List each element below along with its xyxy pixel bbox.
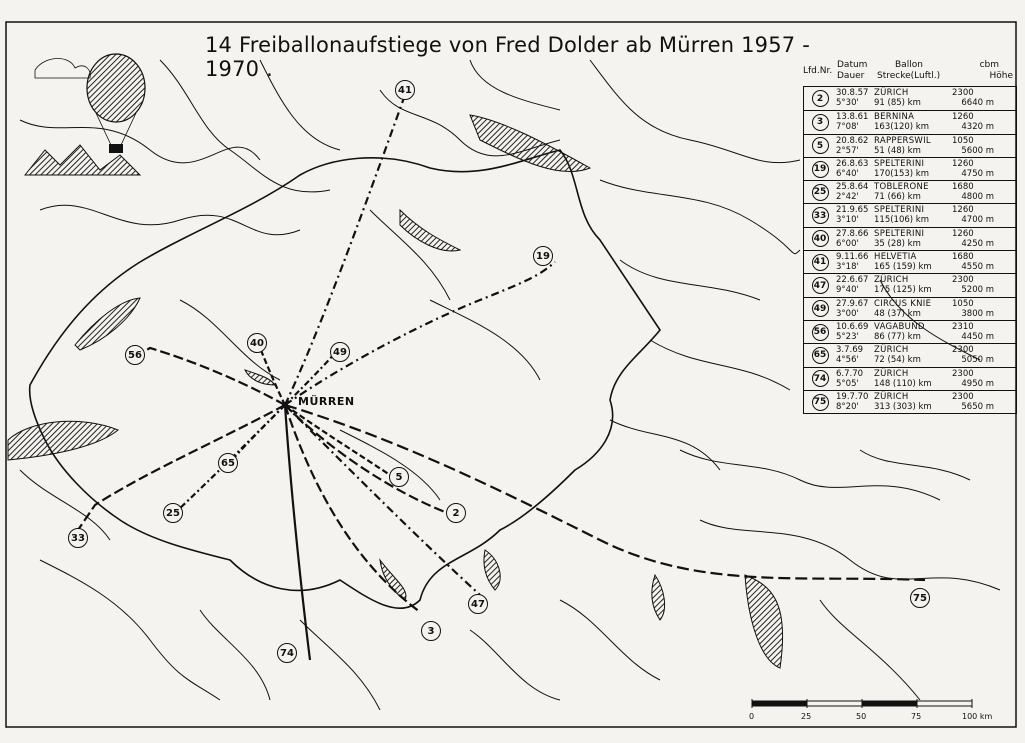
legend-row-duration: 5°30' (836, 98, 859, 108)
flight-path-74 (285, 405, 310, 660)
flight-marker-40: 40 (247, 333, 267, 353)
legend-row-distance: 91 (85) km (874, 98, 921, 108)
flight-marker-41: 41 (395, 80, 415, 100)
legend-row-distance: 148 (110) km (874, 378, 932, 389)
legend-row-date: 9.11.66 (836, 252, 869, 263)
legend-row-date: 30.8.57 (836, 88, 869, 98)
legend-row-distance: 163(120) km (874, 122, 929, 133)
flight-path-5 (285, 405, 390, 475)
legend-row-2 (804, 87, 1016, 110)
legend-row-date: 3.7.69 (836, 345, 864, 356)
legend-row-balloon: BERNINA (874, 112, 915, 123)
legend-row-number: 47 (812, 277, 829, 294)
flight-marker-3: 3 (421, 621, 441, 641)
origin-label: MÜRREN (298, 395, 355, 408)
legend-row-distance: 48 (37) km (874, 308, 921, 319)
legend-row-balloon: CIRCUS KNIE (874, 298, 932, 309)
legend-row-height: 6640 m (961, 98, 994, 108)
legend-row-date: 27.9.67 (836, 298, 869, 309)
legend-row-distance: 175 (125) km (874, 285, 932, 296)
legend-header-cbm: cbm (979, 60, 999, 70)
flight-marker-65: 65 (218, 453, 238, 473)
legend-row-duration: 6°00' (836, 238, 859, 249)
scale-label: 25 (801, 712, 812, 721)
legend-header-duration: Dauer (837, 71, 865, 81)
legend-row-25 (804, 180, 1016, 203)
legend-row-duration: 2°57' (836, 145, 859, 156)
legend-header-distance: Strecke(Luftl.) (877, 71, 941, 81)
legend-row-3 (804, 110, 1016, 133)
legend-row-balloon: ZÜRICH (874, 88, 909, 98)
flight-marker-25: 25 (163, 503, 183, 523)
legend-row-height: 4450 m (961, 331, 994, 342)
legend-row-date: 19.7.70 (836, 391, 869, 402)
legend-row-number: 65 (812, 347, 829, 364)
legend-row-cbm: 2300 (952, 275, 974, 286)
legend-header-date: Datum (837, 60, 868, 70)
legend-row-balloon: ZÜRICH (874, 275, 909, 286)
legend-row-duration: 2°42' (836, 192, 859, 203)
legend-header-balloon: Ballon (895, 60, 923, 70)
flight-marker-19: 19 (533, 246, 553, 266)
legend-row-balloon: ZÜRICH (874, 345, 909, 356)
legend-row-33 (804, 203, 1016, 226)
legend-row-number: 2 (812, 90, 829, 107)
country-border (30, 150, 660, 608)
legend-row-date: 13.8.61 (836, 112, 869, 123)
flight-marker-5: 5 (389, 467, 409, 487)
legend-row-47 (804, 273, 1016, 296)
scale-label: 0 (749, 712, 755, 721)
scale-label: 50 (856, 712, 867, 721)
legend-row-height: 4800 m (961, 192, 994, 203)
legend-row-cbm: 1260 (952, 228, 974, 239)
flight-marker-2: 2 (446, 503, 466, 523)
legend-row-date: 6.7.70 (836, 368, 864, 379)
legend-row-cbm: 2300 (952, 368, 974, 379)
legend-row-balloon: TOBLERONE (874, 182, 929, 193)
legend-row-date: 20.8.62 (836, 135, 869, 146)
legend-row-height: 5200 m (961, 285, 994, 296)
legend-row-height: 4950 m (961, 378, 994, 389)
legend-row-date: 26.8.63 (836, 158, 869, 169)
legend-row-cbm: 2310 (952, 321, 974, 332)
legend-row-cbm: 1260 (952, 205, 974, 216)
legend-row-number: 33 (812, 207, 829, 224)
legend-row-duration: 7°08' (836, 122, 859, 133)
legend-row-duration: 3°18' (836, 262, 859, 273)
flight-path-19 (285, 262, 555, 405)
legend-row-number: 25 (812, 184, 829, 201)
legend-row-number: 74 (812, 370, 829, 387)
legend-row-49 (804, 297, 1016, 320)
scale-bar (752, 699, 972, 708)
flight-marker-47: 47 (468, 594, 488, 614)
legend-row-distance: 35 (28) km (874, 238, 921, 249)
flight-marker-75: 75 (910, 588, 930, 608)
legend-row-height: 4700 m (961, 215, 994, 226)
scale-label: 75 (911, 712, 922, 721)
legend-row-number: 75 (812, 394, 829, 411)
legend-row-cbm: 1680 (952, 252, 974, 263)
legend-row-41 (804, 250, 1016, 273)
legend-row-balloon: SPELTERINI (874, 205, 925, 216)
flight-paths (78, 95, 925, 660)
legend-row-number: 5 (812, 137, 829, 154)
balloon-illustration (25, 54, 145, 175)
legend-row-duration: 4°56' (836, 355, 859, 366)
legend-row-duration: 5°05' (836, 378, 859, 389)
legend-header (803, 60, 1017, 87)
legend-row-duration: 3°00' (836, 308, 859, 319)
legend-row-number: 3 (812, 114, 829, 131)
origin-point (282, 402, 288, 408)
legend-row-cbm: 1050 (952, 135, 974, 146)
legend-rows (803, 87, 1017, 414)
legend-row-date: 22.6.67 (836, 275, 869, 286)
legend-row-cbm: 2300 (952, 391, 974, 402)
legend-row-height: 5050 m (961, 355, 994, 366)
legend-row-distance: 71 (66) km (874, 192, 921, 203)
map-title: 14 Freiballonaufstiege von Fred Dolder ab Mürren 1957 - 1970 . (205, 33, 810, 81)
legend-row-height: 5650 m (961, 401, 994, 412)
legend-row-duration: 3°10' (836, 215, 859, 226)
legend-row-19 (804, 157, 1016, 180)
legend-row-balloon: HELVETIA (874, 252, 917, 263)
flight-marker-33: 33 (68, 528, 88, 548)
legend-row-56 (804, 320, 1016, 343)
legend-row-75 (804, 390, 1016, 413)
legend-row-duration: 9°40' (836, 285, 859, 296)
legend-row-number: 49 (812, 300, 829, 317)
legend-row-balloon: ZÜRICH (874, 368, 909, 379)
legend-row-date: 25.8.64 (836, 182, 869, 193)
legend-row-cbm: 1260 (952, 112, 974, 123)
flight-path-40 (258, 343, 285, 405)
legend-row-balloon: SPELTERINI (874, 228, 925, 239)
legend-row-distance: 115(106) km (874, 215, 929, 226)
legend-row-cbm: 1050 (952, 298, 974, 309)
legend-row-height: 4750 m (961, 168, 994, 179)
legend-header-nr: Lfd.Nr. (803, 66, 833, 76)
legend-row-height: 4550 m (961, 262, 994, 273)
legend-row-number: 41 (812, 254, 829, 271)
legend-row-cbm: 1680 (952, 182, 974, 193)
legend-row-height: 3800 m (961, 308, 994, 319)
legend-row-balloon: RAPPERSWIL (874, 135, 931, 146)
legend-row-balloon: SPELTERINI (874, 158, 925, 169)
legend-row-balloon: ZÜRICH (874, 391, 909, 402)
scale-label: 100 km (962, 712, 993, 721)
legend-row-height: 4250 m (961, 238, 994, 249)
legend-row-cbm: 2300 (952, 345, 974, 356)
flight-marker-56: 56 (125, 345, 145, 365)
legend-row-height: 5600 m (961, 145, 994, 156)
legend-row-duration: 8°20' (836, 401, 859, 412)
legend-row-number: 19 (812, 161, 829, 178)
flight-path-75 (285, 405, 925, 580)
flight-marker-74: 74 (277, 643, 297, 663)
legend-row-duration: 5°23' (836, 331, 859, 342)
legend-row-cbm: 2300 (952, 88, 974, 98)
legend-row-date: 21.9.65 (836, 205, 869, 216)
legend-header-height: Höhe (989, 71, 1013, 81)
legend-row-distance: 313 (303) km (874, 401, 932, 412)
legend-row-date: 27.8.66 (836, 228, 869, 239)
legend-row-distance: 86 (77) km (874, 331, 921, 342)
legend-row-date: 10.6.69 (836, 321, 869, 332)
flights-legend-table (803, 60, 1017, 414)
legend-row-65 (804, 343, 1016, 366)
legend-row-balloon: VAGABUND (874, 321, 925, 332)
legend-row-distance: 51 (48) km (874, 145, 921, 156)
legend-row-number: 56 (812, 324, 829, 341)
lakes (8, 115, 783, 668)
flight-marker-49: 49 (330, 342, 350, 362)
legend-row-distance: 165 (159) km (874, 262, 932, 273)
legend-row-distance: 170(153) km (874, 168, 929, 179)
legend-row-distance: 72 (54) km (874, 355, 921, 366)
legend-row-5 (804, 134, 1016, 157)
legend-row-74 (804, 367, 1016, 390)
legend-row-number: 40 (812, 230, 829, 247)
legend-row-height: 4320 m (961, 122, 994, 133)
legend-row-duration: 6°40' (836, 168, 859, 179)
legend-row-cbm: 1260 (952, 158, 974, 169)
legend-row-40 (804, 227, 1016, 250)
